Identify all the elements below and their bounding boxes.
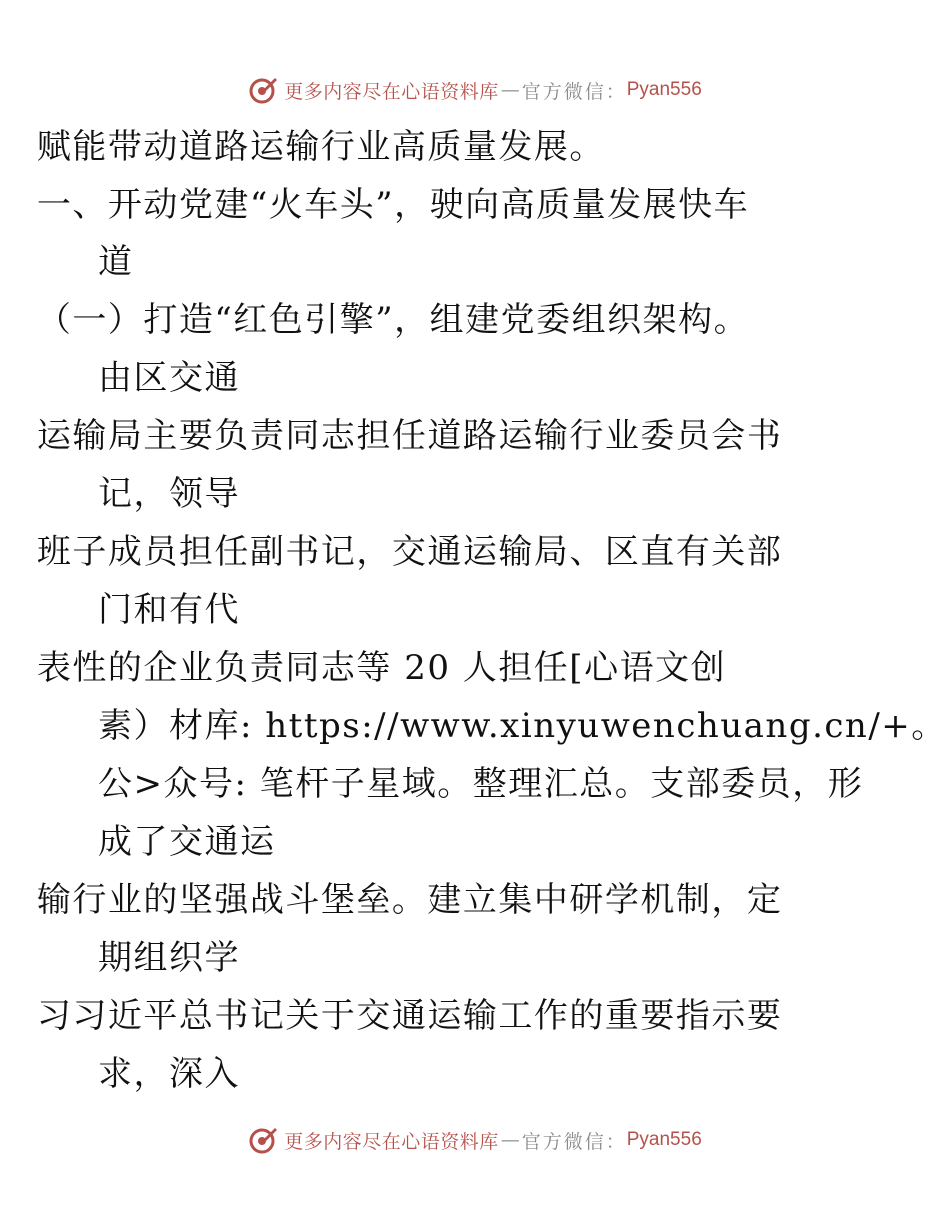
pen-logo-icon bbox=[248, 1125, 278, 1155]
body-line: 输行业的坚强战斗堡垒。建立集中研学机制，定 bbox=[0, 880, 783, 920]
body-line: 道 bbox=[98, 242, 134, 282]
body-line: 记，领导 bbox=[98, 474, 240, 514]
header-contact-id: Pyan556 bbox=[626, 79, 702, 100]
body-line: 成了交通运 bbox=[98, 822, 276, 862]
body-line: 门和有代 bbox=[98, 590, 240, 630]
body-line: 赋能带动道路运输行业高质量发展。 bbox=[0, 127, 605, 167]
body-line: 班子成员担任副书记，交通运输局、区直有关部 bbox=[0, 532, 783, 572]
body-line: （一）打造“红色引擎”，组建党委组织架构。 bbox=[0, 300, 750, 340]
footer-banner bbox=[0, 1120, 950, 1160]
header-separator: — bbox=[500, 79, 520, 101]
body-line: 期组织学 bbox=[98, 938, 240, 978]
body-line: 素）材库: https://www.xinyuwenchuang.cn/+。 bbox=[98, 706, 947, 746]
footer-site-text: 更多内容尽在心语资料库 bbox=[284, 1130, 499, 1153]
footer-contact-label: 官方微信： bbox=[521, 1130, 627, 1153]
body-line: 公>众号: 笔杆子星域。整理汇总。支部委员，形 bbox=[98, 764, 864, 804]
body-line: 一、开动党建“火车头”，驶向高质量发展快车 bbox=[0, 185, 750, 225]
body-line: 运输局主要负责同志担任道路运输行业委员会书 bbox=[0, 416, 783, 456]
header-contact-label: 官方微信： bbox=[521, 80, 627, 103]
header-site-text: 更多内容尽在心语资料库 bbox=[284, 80, 499, 103]
footer-contact-id: Pyan556 bbox=[626, 1129, 702, 1150]
body-line: 习习近平总书记关于交通运输工作的重要指示要 bbox=[0, 996, 783, 1036]
body-line: 由区交通 bbox=[98, 358, 240, 398]
footer-separator: — bbox=[500, 1129, 520, 1151]
body-line: 求，深入 bbox=[98, 1054, 240, 1094]
body-line: 表性的企业负责同志等 20 人担任[心语文创 bbox=[0, 648, 727, 688]
